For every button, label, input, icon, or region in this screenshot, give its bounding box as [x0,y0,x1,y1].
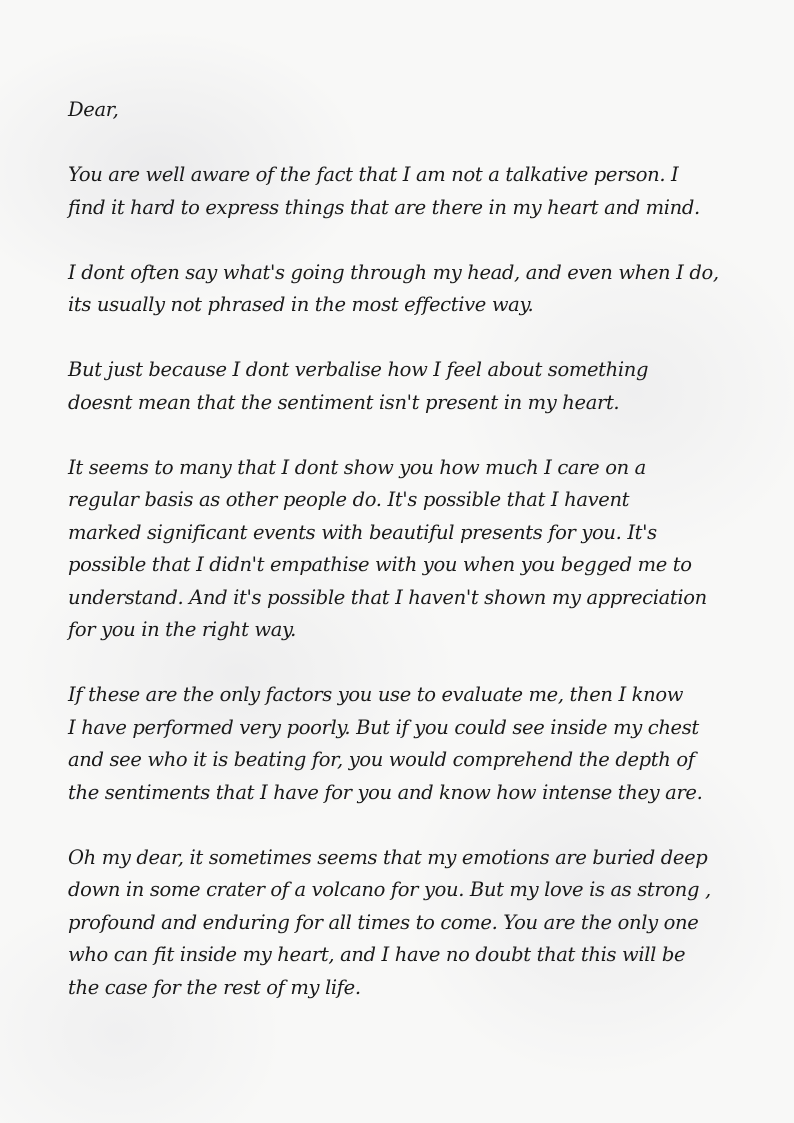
salutation: Dear, [68,98,119,121]
letter-line: understand. And it's possible that I haven't shown my appreciation [68,585,707,609]
letter-line: If these are the only factors you use to evaluate me, then I know [68,683,684,706]
letter-line: who can fit inside my heart, and I have no doubt that this will be [68,943,686,966]
letter-line: But just because I dont verbalise how I feel about something [68,358,649,381]
paragraph-2 [68,257,758,322]
paragraph-5 [68,679,758,809]
letter-line: the case for the rest of my life. [68,975,361,999]
letter-line: I dont often say what's going through my head, and even when I do, [68,260,719,284]
letter-line: I have performed very poorly. But if you could see inside my chest [68,715,699,739]
paragraph-4 [68,452,758,647]
paragraph-6 [68,842,758,1005]
letter-line: and see who it is beating for, you would comprehend the depth of [68,748,695,771]
letter-line: regular basis as other people do. It's possible that I havent [68,488,630,511]
paragraph-1 [68,159,758,224]
letter-line: marked significant events with beautiful presents for you. It's [68,520,657,544]
letter-line: You are well aware of the fact that I am not a talkative person. I [68,163,679,186]
letter-line: for you in the right way. [68,618,296,641]
handwritten-letter [68,94,758,1004]
letter-line: find it hard to express things that are there in my heart and mind. [68,195,700,219]
letter-line: doesnt mean that the sentiment isn't present in my heart. [68,390,620,414]
letter-line: down in some crater of a volcano for you. But my love is as strong , [68,878,711,901]
letter-line: It seems to many that I dont show you how much I care on a [68,455,646,479]
letter-line: possible that I didn't empathise with you when you begged me to [68,553,692,576]
letter-line: the sentiments that I have for you and know how intense they are. [68,780,703,804]
letter-line: its usually not phrased in the most effective way. [68,293,534,316]
letter-line: Oh my dear, it sometimes seems that my emotions are buried deep [68,845,708,869]
paragraph-3 [68,354,758,419]
letter-line: profound and enduring for all times to come. You are the only one [68,910,699,934]
